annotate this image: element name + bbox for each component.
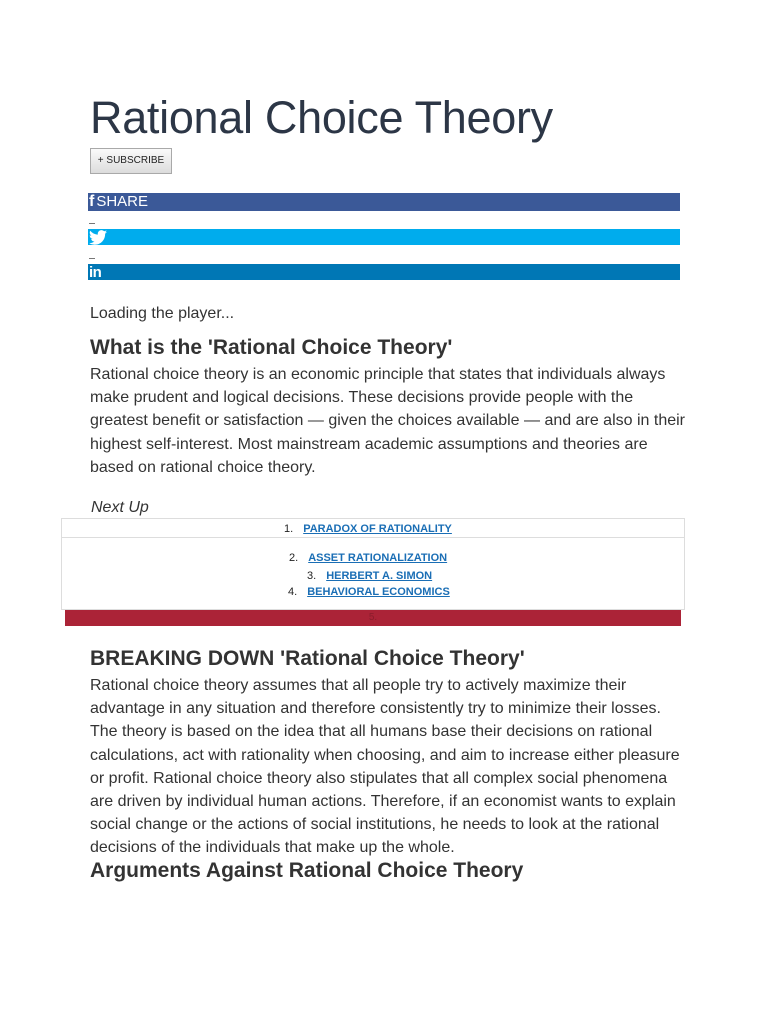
next-up-link-herbert-a-simon[interactable]: HERBERT A. SIMON	[326, 570, 433, 582]
page-title: Rational Choice Theory	[90, 92, 553, 143]
next-up-link-asset-rationalization[interactable]: ASSET RATIONALIZATION	[308, 552, 448, 564]
next-up-item-number: 5.	[368, 612, 378, 623]
facebook-share-label: SHARE	[96, 193, 149, 210]
linkedin-marker	[89, 258, 95, 259]
next-up-item-2	[289, 552, 447, 564]
next-up-item-3	[307, 570, 432, 582]
section-heading-what-is: What is the 'Rational Choice Theory'	[90, 336, 453, 359]
next-up-item-5-bar[interactable]	[65, 610, 681, 626]
section-heading-breaking-down: BREAKING DOWN 'Rational Choice Theory'	[90, 647, 525, 670]
linkedin-icon: in	[89, 264, 102, 281]
next-up-item-4	[288, 586, 450, 598]
breaking-down-paragraph: Rational choice theory assumes that all people try to actively maximize their advantage in any situation and therefore consistently try to minimize their losses. The theory is based on the idea that all humans base their decisions on rational calculations, act with rationality when choosing, and aim to increase either pleasure or profit. Rational choice theory also stipulates that all complex social phenomena are driven by individual human actions. Therefore, if an economist wants to explain social change or the actions of social institutions, he needs to look at the rational decisions of the individuals that make up the whole.	[90, 677, 680, 857]
subscribe-button[interactable]: + SUBSCRIBE	[90, 148, 172, 174]
next-up-link-behavioral-economics[interactable]: BEHAVIORAL ECONOMICS	[307, 586, 450, 598]
next-up-divider	[62, 537, 684, 538]
section-heading-arguments-against: Arguments Against Rational Choice Theory	[90, 859, 524, 882]
next-up-item-number: 3.	[307, 570, 317, 582]
next-up-item-number: 1.	[284, 523, 294, 535]
twitter-marker	[89, 223, 95, 224]
next-up-link-paradox-of-rationality[interactable]: PARADOX OF RATIONALITY	[303, 523, 452, 535]
linkedin-share-button[interactable]	[88, 264, 680, 280]
facebook-icon: f	[89, 193, 95, 210]
next-up-item-number: 4.	[288, 586, 298, 598]
video-loading-text: Loading the player...	[90, 305, 235, 322]
next-up-label: Next Up	[91, 499, 149, 516]
twitter-share-button[interactable]	[88, 229, 680, 245]
next-up-item-1	[284, 523, 452, 535]
next-up-list	[61, 518, 685, 610]
definition-paragraph: Rational choice theory is an economic principle that states that individuals always make prudent and logical decisions. These decisions provide people with the greatest benefit or satisfaction — given the choices available — and are also in their highest self-interest. Most mainstream academic assumptions and theories are based on rational choice theory.	[90, 366, 685, 476]
next-up-item-number: 2.	[289, 552, 299, 564]
twitter-icon	[89, 230, 107, 249]
facebook-share-button[interactable]	[88, 193, 680, 211]
